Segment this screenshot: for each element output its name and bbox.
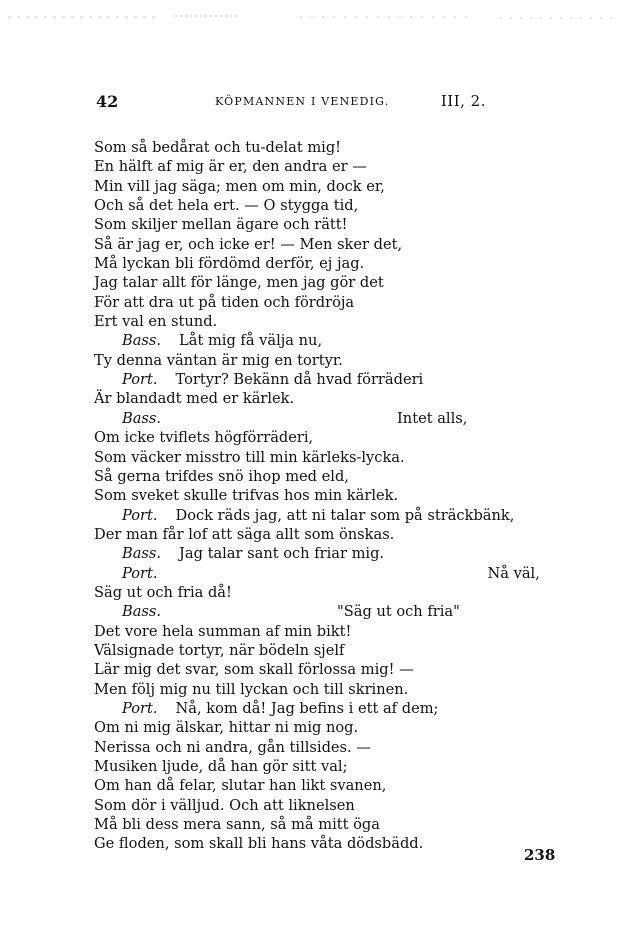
speaker-name: Bass. <box>122 545 162 563</box>
line-text: Välsignade tortyr, när bödeln sjelf <box>94 641 345 659</box>
line-text: Om icke tviflets högförräderi, <box>94 429 314 447</box>
verse-line <box>94 486 564 505</box>
line-text: Der man får lof att säga allt som önskas. <box>94 525 395 543</box>
verse-line <box>94 699 564 718</box>
verse-line <box>94 622 564 641</box>
verse-line <box>94 757 564 776</box>
verse-line <box>94 351 564 370</box>
speaker-name: Bass. <box>122 409 162 427</box>
page-number: 42 <box>96 92 119 111</box>
verse-line <box>94 602 564 621</box>
line-text: Det vore hela summan af min bikt! <box>94 622 352 640</box>
verse-line <box>94 834 564 853</box>
line-text: Om ni mig älskar, hittar ni mig nog. <box>94 719 359 737</box>
verse-line <box>94 564 564 583</box>
line-text: Säg ut och fria då! <box>94 583 232 601</box>
line-text: Som skiljer mellan ägare och rätt! <box>94 216 348 234</box>
line-text: Som sveket skulle trifvas hos min kärlek. <box>94 487 399 505</box>
line-text: "Säg ut och fria" <box>337 603 460 621</box>
verse-line <box>94 776 564 795</box>
line-text: Nå, kom då! Jag befins i ett af dem; <box>175 699 439 717</box>
verse-line <box>94 331 564 350</box>
line-text: Och så det hela ert. — O stygga tid, <box>94 197 359 215</box>
line-text: Ty denna väntan är mig en tortyr. <box>94 351 343 369</box>
line-text: Må bli dess mera sann, så må mitt öga <box>94 816 380 834</box>
verse-line <box>94 583 564 602</box>
verse-line <box>94 409 564 428</box>
verse-line <box>94 273 564 292</box>
line-text: Jag talar sant och friar mig. <box>179 545 385 563</box>
verse-line <box>94 177 564 196</box>
verse-line <box>94 641 564 660</box>
verse-line <box>94 312 564 331</box>
line-text: Låt mig få välja nu, <box>179 332 323 350</box>
running-title: KÖPMANNEN I VENEDIG. <box>215 95 390 108</box>
verse-line <box>94 718 564 737</box>
verse-line <box>94 235 564 254</box>
line-text: Ge floden, som skall bli hans våta dödsbädd. <box>94 835 424 853</box>
speaker-name: Bass. <box>122 332 162 350</box>
verse-line <box>94 215 564 234</box>
verse-line <box>94 138 564 157</box>
verse-line <box>94 796 564 815</box>
line-text: Nå väl, <box>487 564 540 582</box>
line-text: Dock räds jag, att ni talar som på sträckbänk, <box>175 506 515 524</box>
scan-edge-artifact <box>0 14 624 20</box>
verse-line <box>94 525 564 544</box>
line-text: Min vill jag säga; men om min, dock er, <box>94 177 385 195</box>
line-text: Tortyr? Bekänn då hvad förräderi <box>175 371 424 389</box>
line-text: Så är jag er, och icke er! — Men sker det, <box>94 235 403 253</box>
line-text: För att dra ut på tiden och fördröja <box>94 293 355 311</box>
line-text: Om han då felar, slutar han likt svanen, <box>94 777 387 795</box>
line-text: Nerissa och ni andra, gån tillsides. — <box>94 738 371 756</box>
line-text: Musiken ljude, då han gör sitt val; <box>94 758 348 775</box>
line-text: Som väcker misstro till min kärleks-lycka. <box>94 448 405 466</box>
signature-mark: 238 <box>524 846 556 864</box>
verse-line <box>94 293 564 312</box>
speaker-name: Bass. <box>122 603 162 621</box>
verse-line <box>94 467 564 486</box>
line-text: Som så bedårat och tu-delat mig! <box>94 139 342 156</box>
speaker-name: Port. <box>122 564 158 582</box>
line-text: Så gerna trifdes snö ihop med eld, <box>94 467 349 485</box>
verse-line <box>94 157 564 176</box>
speaker-name: Port. <box>122 699 158 717</box>
verse-line <box>94 660 564 679</box>
verse-line <box>94 254 564 273</box>
line-text: Intet alls, <box>397 409 468 427</box>
verse-text <box>94 138 564 854</box>
verse-line <box>94 680 564 699</box>
verse-line <box>94 389 564 408</box>
verse-line <box>94 544 564 563</box>
verse-line <box>94 448 564 467</box>
verse-line <box>94 428 564 447</box>
verse-line <box>94 738 564 757</box>
speaker-name: Port. <box>122 371 158 389</box>
line-text: Lär mig det svar, som skall förlossa mig! — <box>94 661 414 679</box>
speaker-name: Port. <box>122 506 158 524</box>
line-text: Som dör i välljud. Och att liknelsen <box>94 796 355 814</box>
line-text: Men följ mig nu till lyckan och till skrinen. <box>94 680 409 698</box>
running-header <box>96 92 486 114</box>
line-text: Jag talar allt för länge, men jag gör det <box>94 274 384 292</box>
verse-line <box>94 370 564 389</box>
line-text: Ert val en stund. <box>94 313 218 331</box>
line-text: Må lyckan bli fördömd derför, ej jag. <box>94 255 365 273</box>
verse-line <box>94 506 564 525</box>
act-scene-reference: III, 2. <box>440 92 486 110</box>
verse-line <box>94 815 564 834</box>
line-text: En hälft af mig är er, den andra er — <box>94 158 367 176</box>
verse-line <box>94 196 564 215</box>
line-text: Är blandadt med er kärlek. <box>94 390 295 408</box>
